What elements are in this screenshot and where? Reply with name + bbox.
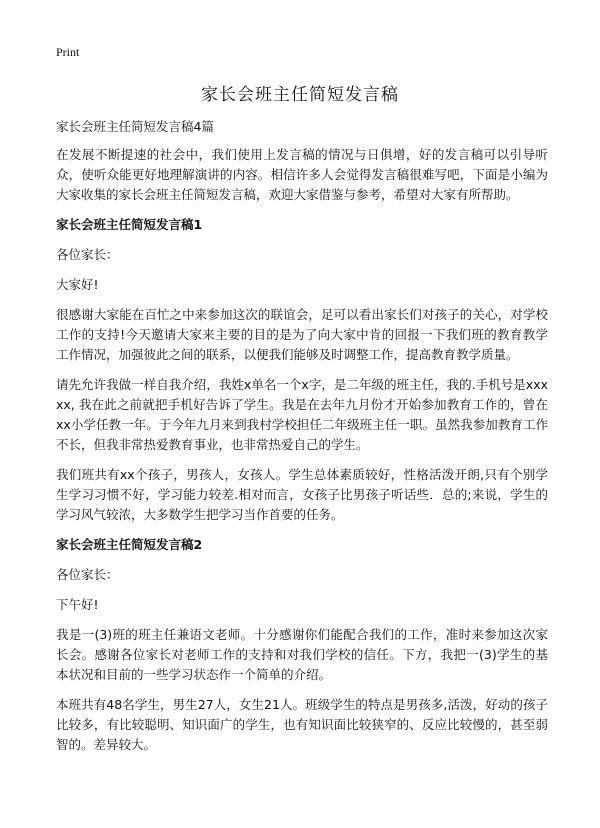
body-paragraph: 很感谢大家能在百忙之中来参加这次的联谊会，足可以看出家长们对孩子的关心，对学校工作的支持!今天邀请大家来主要的目的是为了向大家中肯的回报一下我们班的教育教学工作情况，加强彼此之间的联系，以便我们能够及时调整工作，提高教育教学质量。 <box>56 307 548 362</box>
salutation-paragraph: 大家好! <box>56 277 99 292</box>
greeting-paragraph: 各位家长： <box>56 247 119 262</box>
body-paragraph: 我们班共有xx个孩子，男孩人，女孩人。学生总体素质较好，性格活泼开朗,只有个别学生学习习惯不好，学习能力较差.相对而言，女孩子比男孩子听话些．总的;来说，学生的学习风气较浓，大多数学生把学习当作首要的任务。 <box>56 467 548 522</box>
intro-paragraph: 在发展不断提速的社会中，我们使用上发言稿的情况与日俱增，好的发言稿可以引导听众，使听众能更好地理解演讲的内容。相信许多人会觉得发言稿很难写吧，下面是小编为大家收集的家长会班主任简短发言稿，欢迎大家借鉴与参考，希望对大家有所帮助。 <box>56 147 548 202</box>
section-1 <box>56 215 548 525</box>
section-heading: 家长会班主任简短发言稿1 <box>56 217 203 232</box>
body-paragraph: 请先允许我做一样自我介绍，我姓x单名一个x字，是二年级的班主任，我的.手机号是xxxxx, 我在此之前就把手机好告诉了学生。我是在去年九月份才开始参加教育工作的，曾在xx小学任教一年。于今年九月来到我村学校担任二年级班主任一职。虽然我参加教育工作不长，但我非常热爱教育事业，也非常热爱自己的学生。 <box>56 377 548 452</box>
print-link[interactable]: Print <box>56 45 80 59</box>
document-body <box>56 117 548 765</box>
body-paragraph: 本班共有48名学生，男生27人，女生21人。班级学生的特点是男孩多,活泼，好动的孩子比较多，有比较聪明、知识面广的学生，也有知识面比较狭窄的、反应比较慢的，甚至弱智的。差异较大。 <box>56 697 548 752</box>
page-title: 家长会班主任简短发言稿 <box>201 85 399 105</box>
section-2 <box>56 535 548 755</box>
salutation-paragraph: 下午好! <box>56 597 99 612</box>
document-subtitle: 家长会班主任简短发言稿4篇 <box>56 119 214 134</box>
body-paragraph: 我是一(3)班的班主任兼语文老师。十分感谢你们能配合我们的工作，准时来参加这次家长会。感谢各位家长对老师工作的支持和对我们学校的信任。下方，我把一(3)学生的基本状况和目前的一些学习状态作一个简单的介绍。 <box>56 627 548 682</box>
greeting-paragraph: 各位家长： <box>56 567 119 582</box>
section-heading: 家长会班主任简短发言稿2 <box>56 537 203 552</box>
